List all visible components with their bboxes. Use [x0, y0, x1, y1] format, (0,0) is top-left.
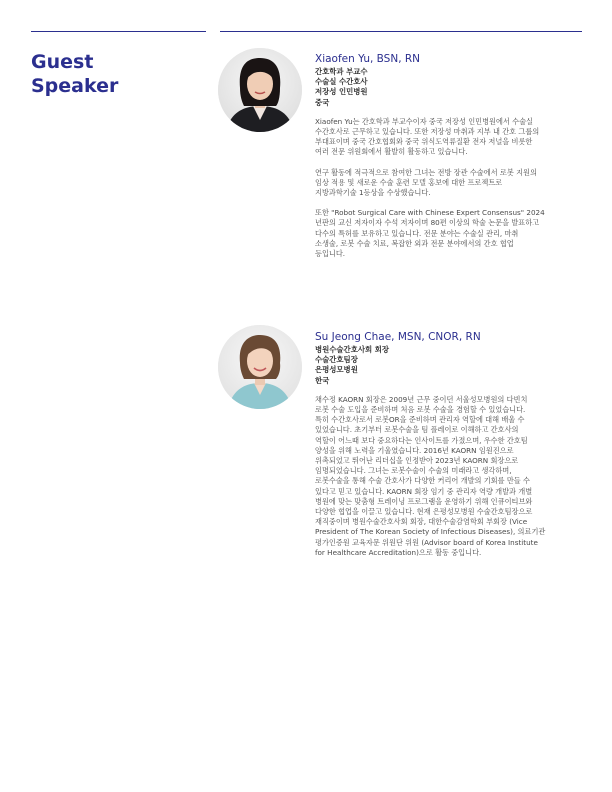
speaker-card-2 [315, 331, 581, 558]
bio-line: 특히 수간호사로서 로봇OR을 준비하며 관리자 역할에 대해 배울 수 [315, 415, 525, 425]
bio-line: 있다고 믿고 있습니다. KAORN 회장 임기 중 관리자 역량 개발과 개별 [315, 486, 533, 496]
bio-line: President of The Korean Society of Infectious Diseases), 의료기관 [315, 527, 546, 537]
speaker-photo-xiaofen-yu [218, 48, 302, 132]
speaker-name: Xiaofen Yu, BSN, RN [315, 53, 421, 65]
speaker-organization: 저장성 인민병원 [315, 87, 368, 97]
bio-line: 지방과학기술 1등상을 수상했습니다. [315, 188, 431, 198]
bio-line: 역할이 어느때 보다 중요하다는 인사이트를 가졌으며, 우수한 간호팀 [315, 435, 528, 445]
header-rule-right [220, 31, 582, 32]
bio-line: 임상 적용 및 새로운 수술 훈련 모델 홍보에 대한 프로젝트로 [315, 177, 503, 187]
bio-line: 채수정 KAORN 회장은 2009년 근무 중이던 서울성모병원의 다빈치 [315, 394, 528, 404]
speaker-card-1 [315, 53, 581, 259]
bio-line: for Healthcare Accreditation)으로 활동 중입니다. [315, 547, 482, 557]
speaker-name: Su Jeong Chae, MSN, CNOR, RN [315, 331, 481, 343]
speaker-organization: 은평성모병원 [315, 365, 358, 375]
speaker-title: 병원수술간호사회 회장 [315, 345, 389, 354]
header-rule-left [31, 31, 206, 32]
speaker-title: 간호학과 부교수 [315, 67, 368, 76]
bio-line: 다수의 특허를 보유하고 있습니다. 전문 분야는 수술실 관리, 마취 [315, 228, 519, 238]
bio-line: 임명되었습니다. 그녀는 로봇수술이 수술의 미래라고 생각하며, [315, 466, 512, 476]
bio-line: 부대표이며 중국 간호협회와 중국 위식도역류질환 전자 저널을 비롯한 [315, 137, 533, 147]
bio-line: 년판의 교신 저자이자 수석 저자이며 80편 이상의 학술 논문을 발표하고 [315, 218, 540, 228]
bio-line: Xiaofen Yu는 간호학과 부교수이자 중국 저장성 인민병원에서 수술실 [315, 116, 533, 126]
bio-line: 평가인증원 교육자문 위원단 위원 (Advisor board of Korea Institute [315, 537, 538, 547]
bio-line: 있었습니다. 초기부터 로봇수술을 팀 플레이로 이해하고 간호사의 [315, 425, 519, 435]
bio-line: 등입니다. [315, 249, 346, 259]
bio-line: 로봇 수술 도입을 준비하며 처음 로봇 수술을 경험할 수 있었습니다. [315, 405, 526, 415]
speaker-country: 중국 [315, 97, 330, 107]
portrait-image [218, 325, 302, 409]
speaker-photo-su-jeong-chae [218, 325, 302, 409]
speaker-role: 수술간호팀장 [315, 355, 358, 365]
bio-line: 여러 전문 위원회에서 활발히 활동하고 있습니다. [315, 147, 468, 157]
bio-line: 다양한 협업을 이끌고 있습니다. 현재 은평성모병원 수술간호팀장으로 [315, 507, 533, 517]
bio-line: 재직중이며 병원수술간호사회 회장, 대한수술감염학회 부회장 (Vice [315, 517, 528, 527]
bio-line: 수간호사로 근무하고 있습니다. 또한 저장성 마취과 지부 내 간호 그룹의 [315, 127, 540, 137]
bio-line: 위촉되었고 뛰어난 리더십을 인정받아 2023년 KAORN 회장으로 [315, 456, 519, 466]
section-title-line-2: Speaker [31, 75, 119, 97]
speaker-country: 한국 [315, 375, 330, 385]
section-title [31, 50, 211, 98]
bio-line: 양성을 위해 노력을 기울였습니다. 2016년 KAORN 임원진으로 [315, 445, 514, 455]
section-title-line-1: Guest [31, 51, 94, 73]
bio-line: 또한 "Robot Surgical Care with Chinese Expert Consensus" 2024 [315, 208, 545, 218]
bio-line: 로봇수술을 통해 수술 간호사가 다양한 커리어 개발의 기회를 만들 수 [315, 476, 530, 486]
bio-line: 연구 활동에 적극적으로 참여한 그녀는 전방 장관 수술에서 로봇 지원의 [315, 167, 537, 177]
bio-line: 병원에 맞는 맞춤형 트레이닝 프로그램을 운영하기 위해 인큐이티브와 [315, 496, 533, 506]
speaker-role: 수술실 수간호사 [315, 77, 368, 87]
bio-line: 소생술, 로봇 수술 치료, 복잡한 외과 전문 분야에서의 간호 협업 [315, 238, 514, 248]
portrait-image [218, 48, 302, 132]
